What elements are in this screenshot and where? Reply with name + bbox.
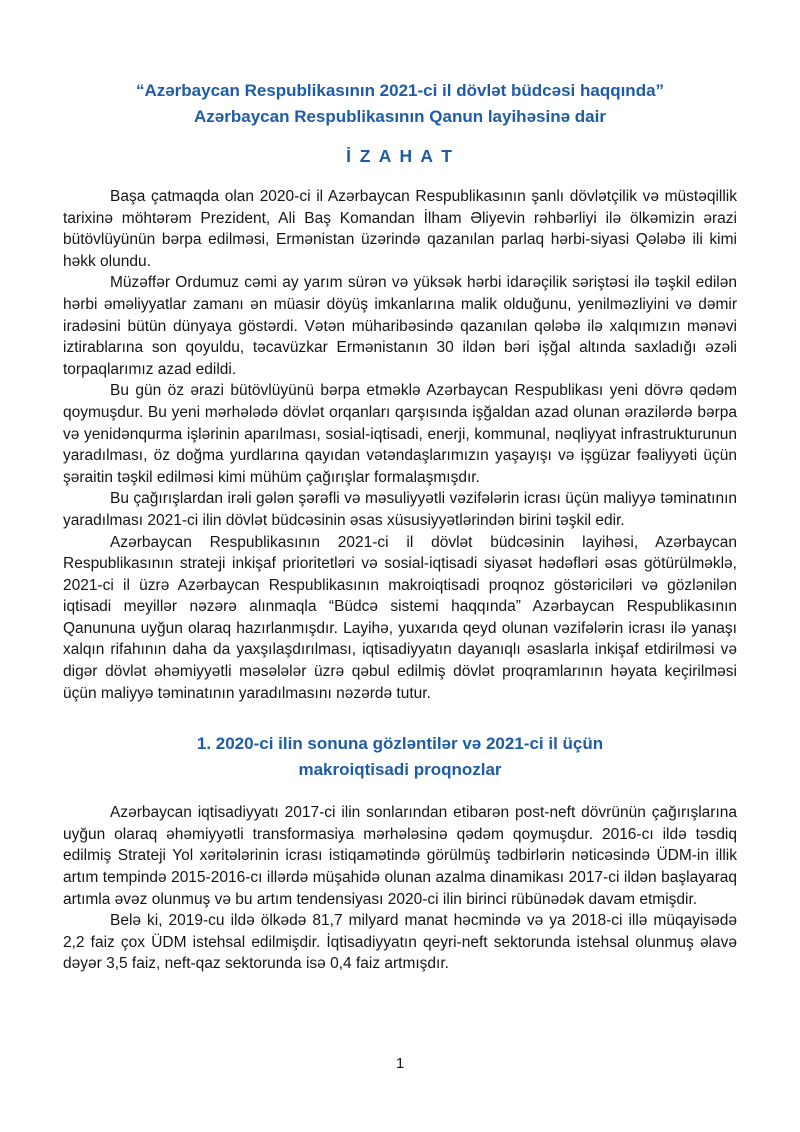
page-number: 1 xyxy=(395,1055,405,1072)
intro-paragraph-2: Müzəffər Ordumuz cəmi ay yarım sürən və yüksək hərbi idarəçilik səriştəsi ilə təşkil edilən hərbi əməliyyatlar zamanı ən müasir döyüş imkanlarına malik olduğunu, yenilməzliyini və dəmir iradəsini bütün dünyaya göstərdi. Vətən müharibəsində qazanılan qələbə ilə xalqımızın mənəvi iztirablarına son qoyuldu, təcavüzkar Ermənistanın 30 ildən bəri işğal altında saxladığı əzəli torpaqlarımız azad edildi. xyxy=(63,274,737,378)
intro-paragraph-5: Azərbaycan Respublikasının 2021-ci il dövlət büdcəsinin layihəsi, Azərbaycan Respublikasının strateji inkişaf prioritetləri və sosial-iqtisadi siyasət hədəfləri əsas götürülməklə, 2021-ci il üzrə Azərbaycan Respublikasının makroiqtisadi proqnoz göstəriciləri və gözlənilən iqtisadi meyillər nəzərə alınmaqla “Büdcə sistemi haqqında” Azərbaycan Respublikasının Qanununa uyğun olaraq hazırlanmışdır. Layihə, yuxarıda qeyd olunan vəzifələrin icrası ilə yanaşı xalqın rifahının daha da yaxşılaşdırılması, iqtisadiyyatın dayanıqlı əsaslarla inkişaf etdirilməsi və digər dövlət əhəmiyyətli məsələlər üzrə qəbul edilmiş dövlət proqramlarının həyata keçirilməsi üçün maliyyə təminatının yaradılmasını nəzərdə tutur. xyxy=(63,533,737,702)
document-title-line1: “Azərbaycan Respublikasının 2021-ci il dövlət büdcəsi haqqında” xyxy=(135,81,665,100)
document-title-line2: Azərbaycan Respublikasının Qanun layihəsinə dair xyxy=(194,107,606,126)
section-1-paragraph-2: Belə ki, 2019-cu ildə ölkədə 81,7 milyard manat həcmində və ya 2018-ci illə müqayisədə 2,2 faiz çox ÜDM istehsal edilmişdir. İqtisadiyyatın qeyri-neft sektorunda istehsal olunmuş əlavə dəyər 3,5 faiz, neft-qaz sektorunda isə 0,4 faiz artmışdır. xyxy=(63,912,737,973)
section-1-paragraph-1: Azərbaycan iqtisadiyyatı 2017-ci ilin sonlarından etibarən post-neft dövrünün çağırışlarına uyğun olaraq əhəmiyyətli transformasiya mərhələsinə qədəm qoymuşdur. 2016-cı ildə təsdiq edilmiş Strateji Yol xəritələrinin icrası istiqamətində görülmüş tədbirlərin nəticəsində ÜDM-in illik artım tempində 2015-2016-cı illərdə müşahidə olunan azalma dinamikası 2017-ci ildən başlayaraq artımla əvəz olunmuş və bu artım tendensiyası 2020-ci ilin birinci rübünədək davam etmişdir. xyxy=(63,804,737,908)
intro-paragraph-4: Bu çağırışlardan irəli gələn şərəfli və məsuliyyətli vəzifələrin icrası üçün maliyyə təminatının yaradılması 2021-ci ilin dövlət büdcəsinin əsas xüsusiyyətlərindən birini təşkil edir. xyxy=(63,490,737,529)
section-1-heading-line1: 1. 2020-ci ilin sonuna gözləntilər və 2021-ci il üçün xyxy=(196,734,604,754)
intro-paragraph-1: Başa çatmaqda olan 2020-ci il Azərbaycan Respublikasının şanlı dövlətçilik və müstəqillik tarixinə möhtərəm Prezident, Ali Baş Komandan İlham Əliyevin rəhbərliyi ilə ölkəmizin ərazi bütövlüyünün bərpa edilməsi, Ermənistan üzərində qazanılan parlaq hərbi-siyasi Qələbə ili kimi həkk olundu. xyxy=(63,188,737,270)
section-1-heading-line2: makroiqtisadi proqnozlar xyxy=(298,760,502,780)
document-subtitle: İ Z A H A T xyxy=(346,146,454,166)
document-title xyxy=(63,78,737,130)
section-1-heading xyxy=(63,731,737,783)
intro-paragraph-3: Bu gün öz ərazi bütövlüyünü bərpa etməklə Azərbaycan Respublikası yeni dövrə qədəm qoymuşdur. Bu yeni mərhələdə dövlət orqanları qarşısında işğaldan azad olunan ərazilərdə bərpa və yenidənqurma işlərinin aparılması, sosial-iqtisadi, enerji, kommunal, nəqliyyat infrastrukturunun yaradılması, öz doğma yurdlarına qayıdan vətəndaşlarımızın yaşayışı və işgüzar fəaliyyəti üçün şəraitin təşkil edilməsi kimi mühüm çağırışlar formalaşmışdır. xyxy=(63,382,737,486)
